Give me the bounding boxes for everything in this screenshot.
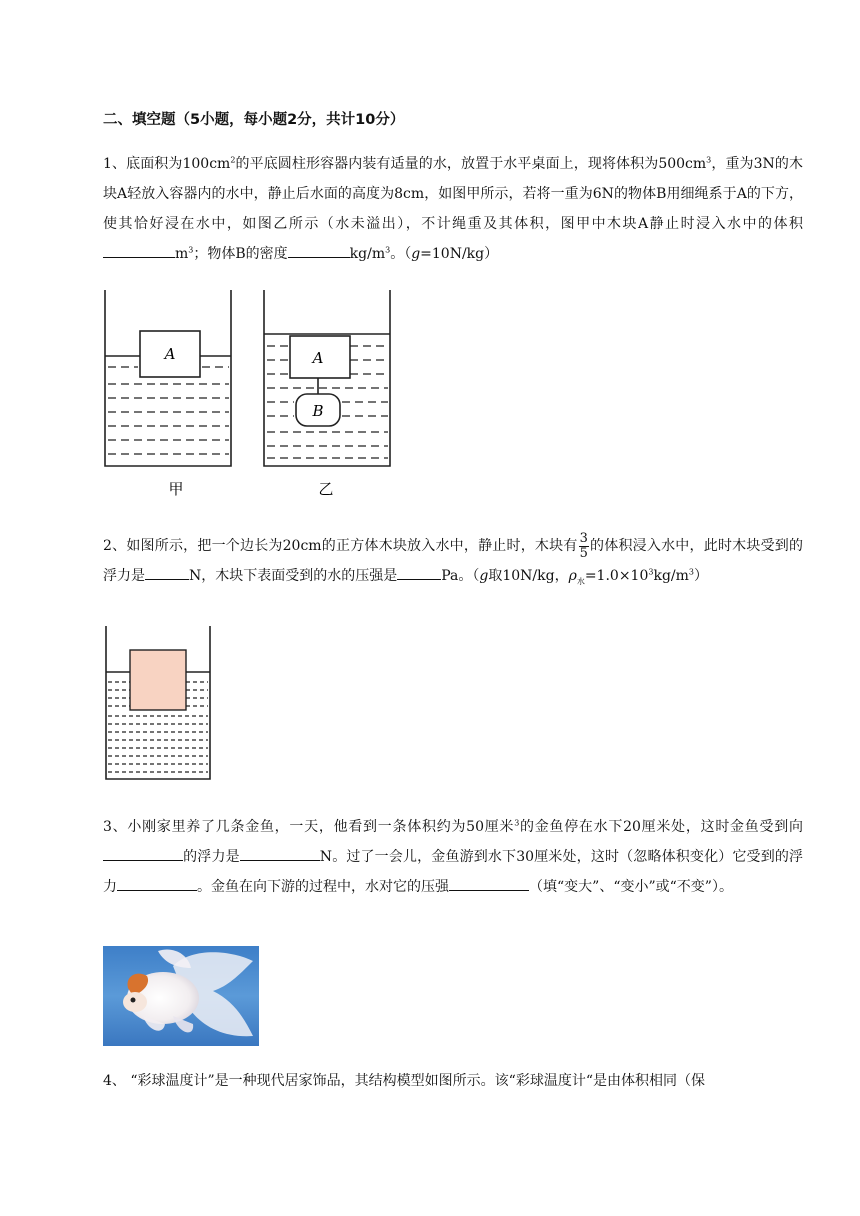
question-number: 3、 [103, 819, 128, 835]
section-title: 二、填空题（5小题，每小题2分，共计10分） [103, 112, 405, 128]
fraction-three-fifths: $\frac{3}{5}$ [579, 530, 588, 561]
answer-blank[interactable] [288, 243, 350, 258]
label-a-yi: A [312, 349, 324, 367]
figure-containers-jia-yi [98, 286, 408, 502]
question-2-text: 2、如图所示，把一个边长为20cm的正方体木块放入水中，静止时，木块有 $\frac{3}{5}$ 的体积浸入水中，此时木块受到的浮力是 N，木块下表面受到的水的压强是 Pa。（g取10N/kg，$\rho_水=1.0\times 10^3kg/m^3$） [103, 530, 803, 586]
label-yi: 乙 [318, 480, 334, 498]
label-a-jia: A [164, 345, 176, 363]
label-jia: 甲 [168, 480, 184, 498]
wood-cube [130, 650, 186, 710]
question-number: 4、 [103, 1073, 126, 1089]
figure-cube-in-water [100, 624, 218, 784]
question-4-text: 4、 “彩球温度计”是一种现代居家饰品，其结构模型如图所示。该“彩球温度计“是由体积相同（保 [103, 1073, 705, 1089]
answer-blank[interactable] [103, 846, 183, 861]
answer-blank[interactable] [397, 565, 441, 580]
goldfish-photo [103, 946, 259, 1046]
answer-blank[interactable] [103, 243, 175, 258]
answer-blank[interactable] [117, 876, 197, 891]
answer-blank[interactable] [145, 565, 189, 580]
question-3-text: 3、小刚家里养了几条金鱼，一天，他看到一条体积约为50厘米$^3$的金鱼停在水下20厘米处，这时金鱼受到向的浮力是 N。过了一会儿，金鱼游到水下30厘米处，这时（忽略体积变化）它受到的浮力 。金鱼在向下游的过程中，水对它的压强 （填“变大”、“变小”或“不变”）。 [103, 818, 803, 895]
question-number: 2、 [103, 538, 127, 554]
question-1-text: 1、底面积为$100cm^2$的平底圆柱形容器内装有适量的水，放置于水平桌面上，现将体积为$500cm^3$，重为3N的木块A轻放入容器内的水中，静止后水面的高度为8cm，如图甲所示，若将一重为6N的物体B用细绳系于A的下方，使其恰好浸在水中，如图乙所示（水未溢出），不计绳重及其体积，图甲中木块A静止时浸入水中的体积$m^3$；物体B的密度 $kg/m^3$。（g=10N/kg） [103, 155, 803, 262]
question-number: 1、 [103, 156, 127, 172]
label-b: B [312, 402, 324, 420]
answer-blank[interactable] [449, 876, 529, 891]
answer-blank[interactable] [240, 846, 320, 861]
